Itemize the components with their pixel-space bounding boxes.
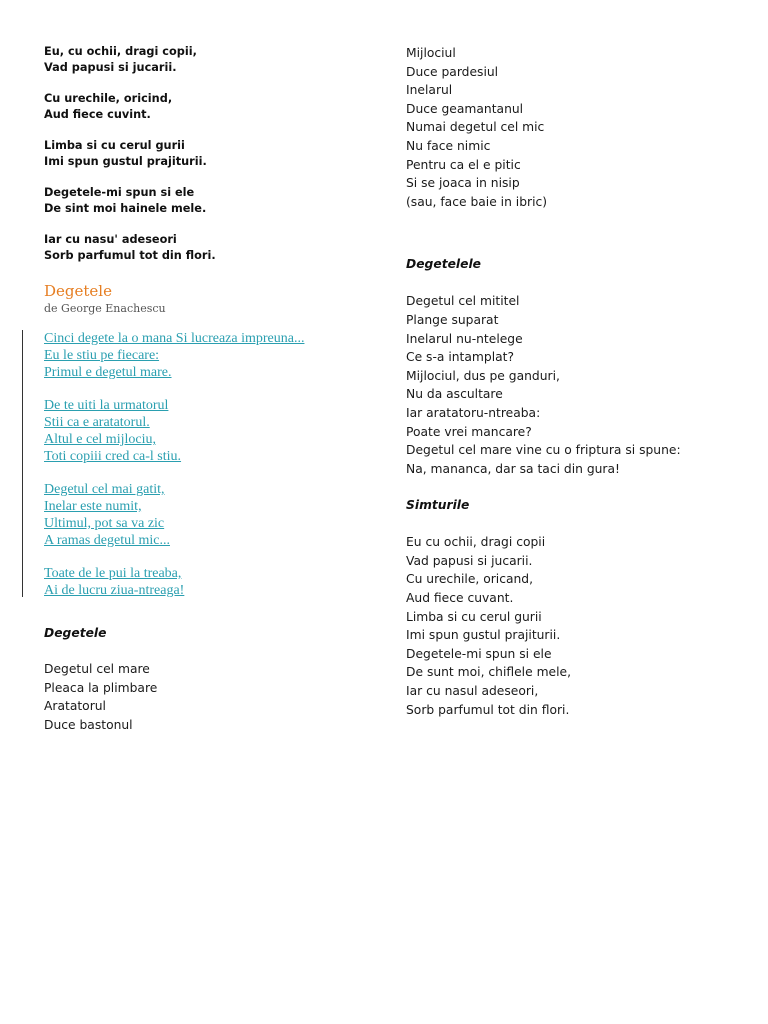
poem-link[interactable]: Inelar este numit, <box>44 499 142 514</box>
stanza <box>44 565 384 599</box>
degetele-poem-part1 <box>44 660 384 734</box>
poem-line: Pleaca la plimbare <box>44 680 158 695</box>
poem-line: Aratatorul <box>44 699 106 714</box>
poem-title: Degetele <box>44 282 112 300</box>
right-column <box>406 44 746 719</box>
poem-line: Aud fiece cuvant. <box>406 591 514 606</box>
stanza <box>44 138 384 170</box>
poem-line: Degetele-mi spun si ele <box>44 186 195 199</box>
poem-line: Cu urechile, oricand, <box>406 572 534 587</box>
poem-link[interactable]: Ultimul, pot sa va zic <box>44 516 165 531</box>
stanza <box>44 91 384 123</box>
poem-line: Iar cu nasul adeseori, <box>406 684 539 699</box>
poem-line: Pentru ca el e pitic <box>406 157 521 172</box>
simturile-poem <box>406 533 746 719</box>
poem-line: Sorb parfumul tot din flori. <box>406 702 570 717</box>
stanza <box>44 397 384 465</box>
poem-line: Degetul cel mare vine cu o friptura si spune: <box>406 443 681 458</box>
poem-line: Degetele-mi spun si ele <box>406 646 552 661</box>
poem-line: Eu cu ochii, dragi copii <box>406 535 546 550</box>
poem-link[interactable]: Altul e cel mijlociu, <box>44 432 156 447</box>
poem-link[interactable]: Eu le stiu pe fiecare: <box>44 348 160 363</box>
stanza <box>44 185 384 217</box>
poem-line: Limba si cu cerul gurii <box>44 139 185 152</box>
poem-link[interactable]: Stii ca e aratatorul. <box>44 415 150 430</box>
poem-line: Imi spun gustul prajiturii. <box>406 628 561 643</box>
poem-link[interactable]: De te uiti la urmatorul <box>44 398 169 413</box>
poem-line: Vad papusi si jucarii. <box>406 553 533 568</box>
poem-link[interactable]: Toti copiii cred ca-l stiu. <box>44 449 182 464</box>
intro-poem <box>44 44 384 264</box>
section-heading-degetelele: Degetelele <box>406 257 482 272</box>
poem-line: Poate vrei mancare? <box>406 424 532 439</box>
poem-line: Eu, cu ochii, dragi copii, <box>44 45 197 58</box>
poem-line: Ce s-a intamplat? <box>406 350 515 365</box>
poem-line: Nu da ascultare <box>406 387 503 402</box>
section-heading-degetele: Degetele <box>44 626 107 640</box>
poem-line: Mijlociul <box>406 46 456 60</box>
poem-line: Inelarul <box>406 83 453 98</box>
poem-link[interactable]: A ramas degetul mic... <box>44 533 170 548</box>
poem-line: Vad papusi si jucarii. <box>44 61 177 74</box>
poem-line: De sint moi hainele mele. <box>44 202 207 215</box>
poem-line: Duce bastonul <box>44 717 133 732</box>
poem-link[interactable]: Degetul cel mai gatit, <box>44 482 165 497</box>
poem-line: Limba si cu cerul gurii <box>406 609 542 624</box>
poem-link[interactable]: Cinci degete la o mana Si lucreaza impreuna... <box>44 331 305 346</box>
poem-line: Cu urechile, oricind, <box>44 92 173 105</box>
poem-line: Imi spun gustul prajiturii. <box>44 155 207 168</box>
poem-line: Degetul cel mare <box>44 662 150 676</box>
poem-link[interactable]: Primul e degetul mare. <box>44 365 172 380</box>
poem-link[interactable]: Toate de le pui la treaba, <box>44 566 182 581</box>
poem-line: Sorb parfumul tot din flori. <box>44 249 216 262</box>
poem-line: Duce geamantanul <box>406 101 524 116</box>
left-column <box>44 44 384 734</box>
linked-poem <box>44 330 384 599</box>
degetelele-poem <box>406 292 746 478</box>
poem-line: (sau, face baie in ibric) <box>406 194 548 209</box>
poem-author: de George Enachescu <box>44 302 166 315</box>
stanza <box>44 232 384 264</box>
poem-line: Iar cu nasu' adeseori <box>44 233 177 246</box>
vertical-rule <box>22 330 23 597</box>
poem-line: Aud fiece cuvint. <box>44 108 151 121</box>
section-heading-simturile: Simturile <box>406 498 470 513</box>
poem-line: Plange suparat <box>406 312 499 327</box>
poem-link[interactable]: Ai de lucru ziua-ntreaga! <box>44 583 185 598</box>
poem-line: Na, mananca, dar sa taci din gura! <box>406 461 620 476</box>
poem-line: Duce pardesiul <box>406 64 499 79</box>
stanza <box>44 481 384 549</box>
poem-line: Degetul cel mititel <box>406 294 520 309</box>
poem-line: Mijlociul, dus pe ganduri, <box>406 368 560 383</box>
poem-line: Si se joaca in nisip <box>406 176 520 191</box>
stanza <box>44 44 384 76</box>
poem-line: De sunt moi, chiflele mele, <box>406 665 572 680</box>
poem-line: Numai degetul cel mic <box>406 120 545 135</box>
poem-title-block <box>44 282 384 316</box>
poem-line: Inelarul nu-ntelege <box>406 331 523 346</box>
poem-line: Iar aratatoru-ntreaba: <box>406 405 541 420</box>
stanza <box>44 330 384 381</box>
poem-line: Nu face nimic <box>406 138 491 153</box>
degetele-poem-part2 <box>406 44 746 211</box>
